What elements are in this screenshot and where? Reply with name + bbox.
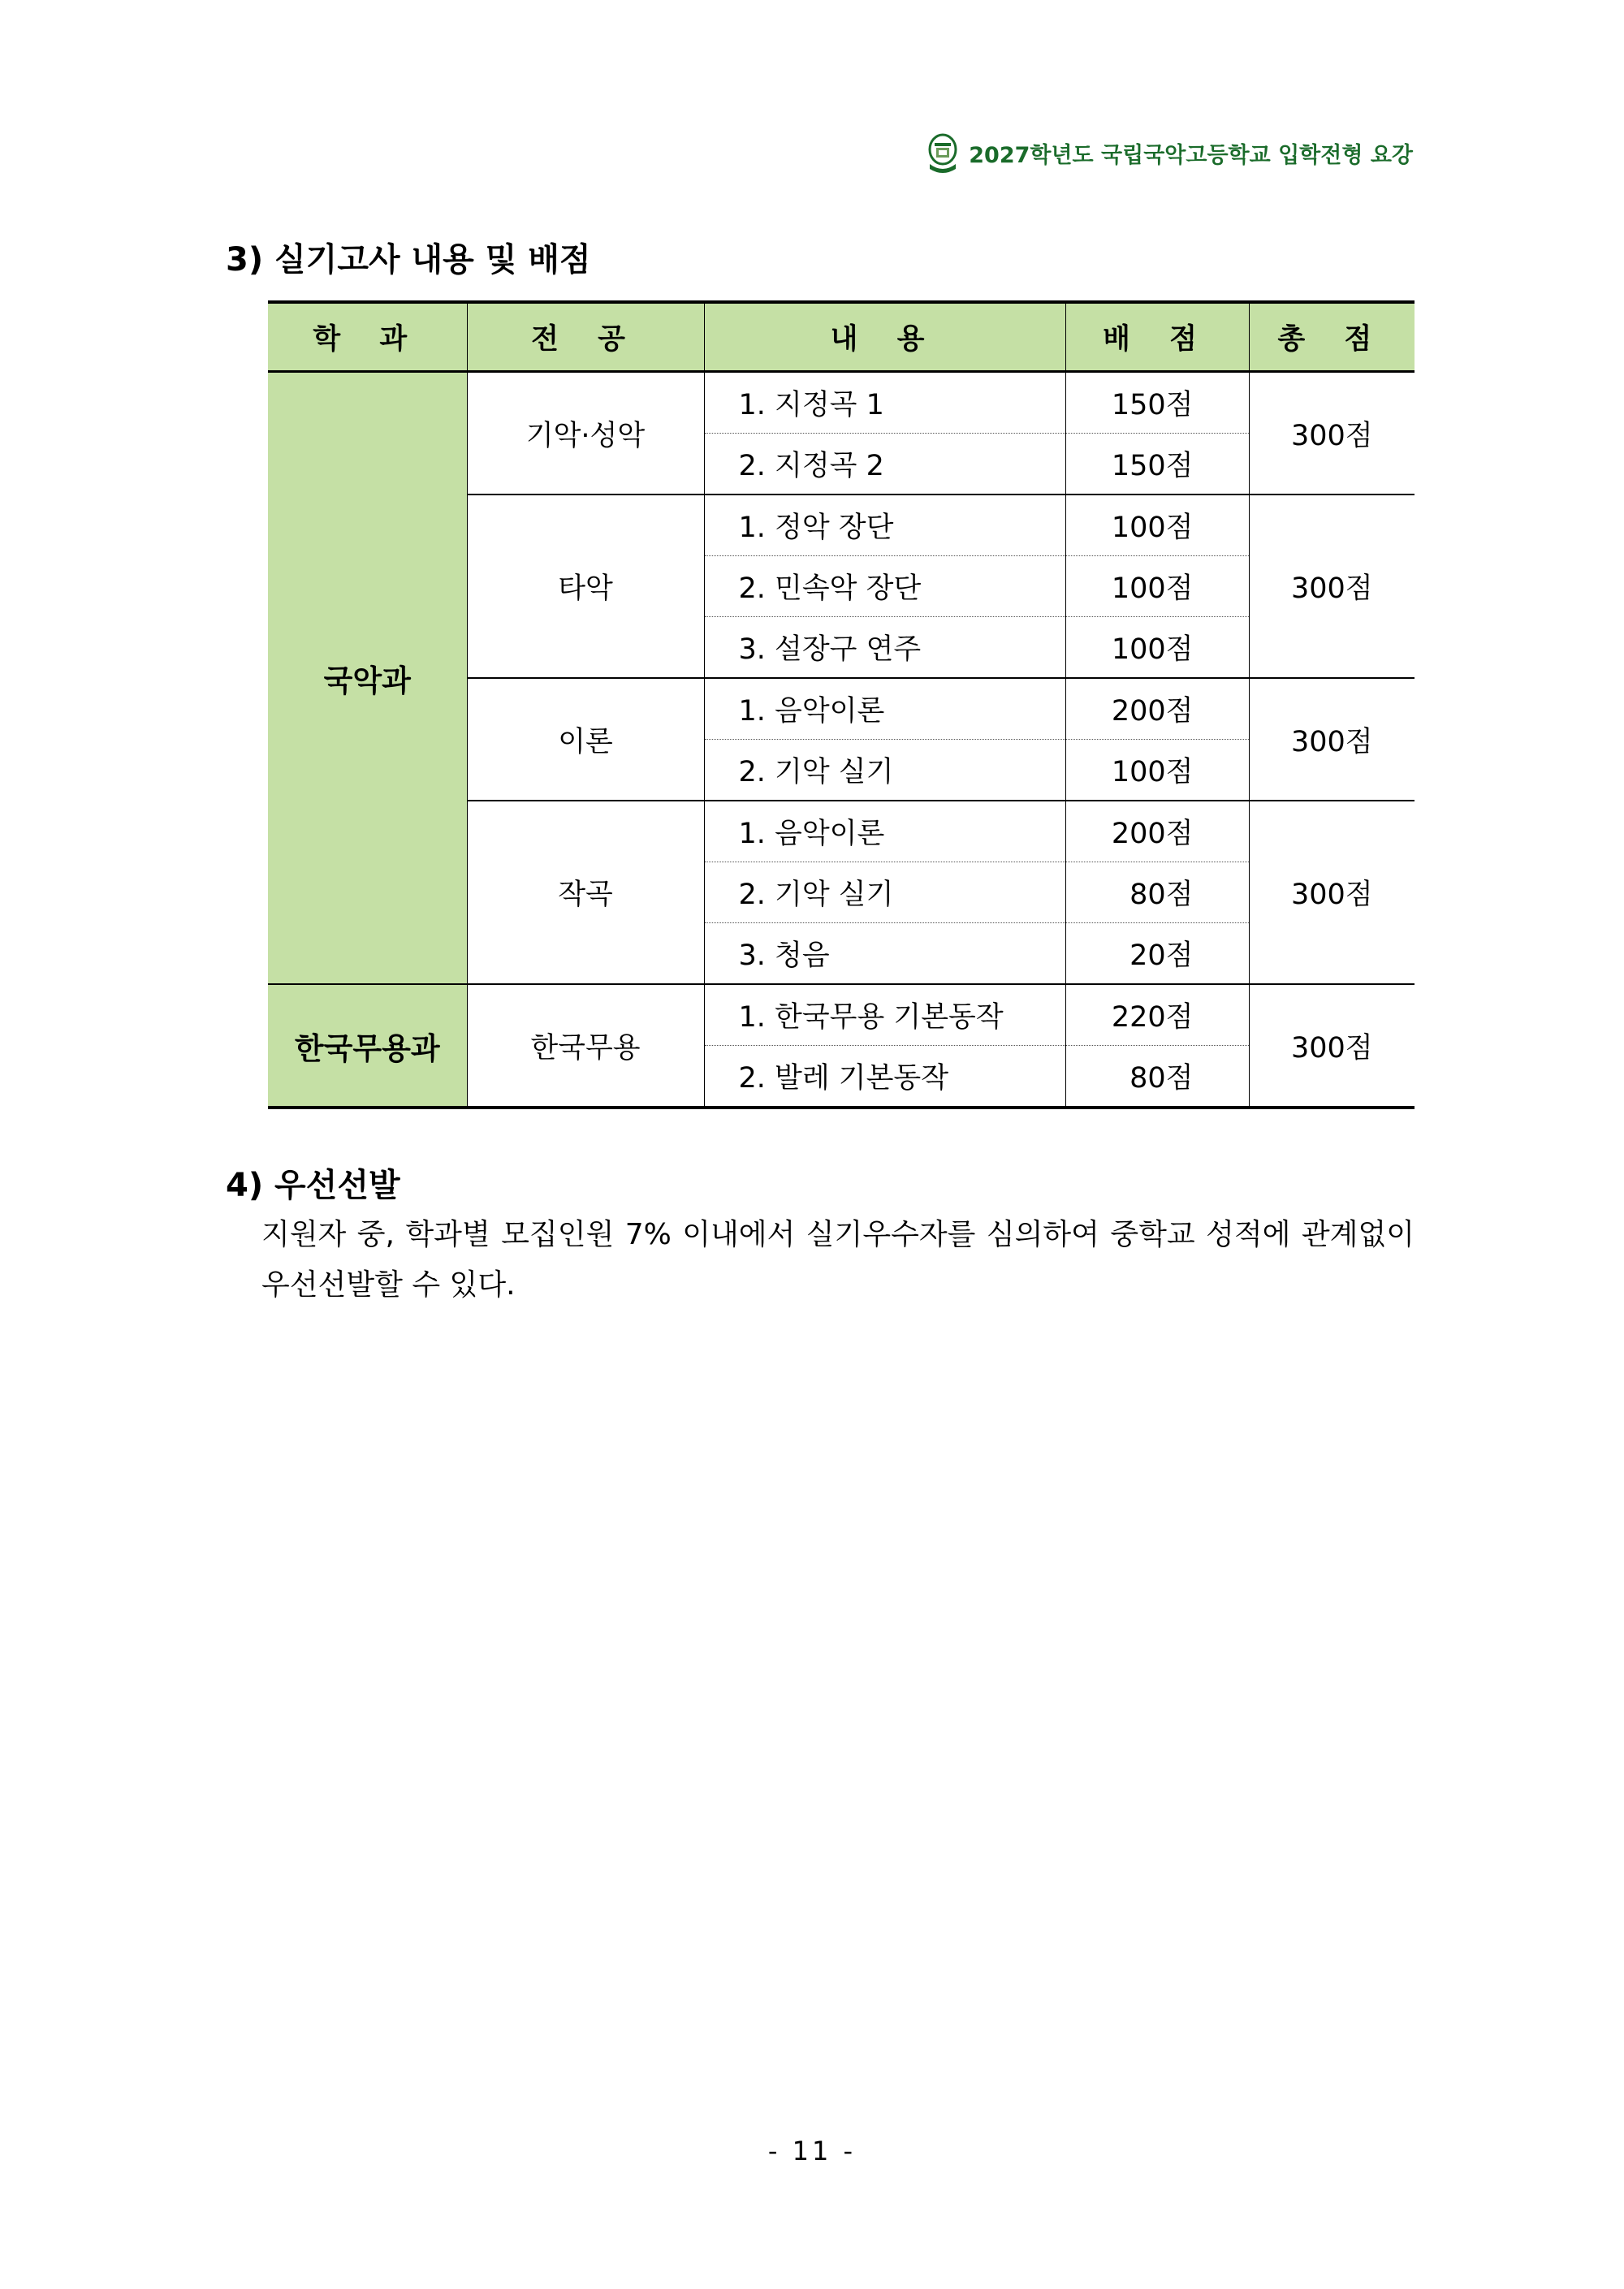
points-cell: 100점 [1065,495,1249,556]
column-header-total: 총 점 [1249,302,1415,372]
total-cell: 300점 [1249,678,1415,801]
content-cell: 1. 한국무용 기본동작 [704,984,1065,1046]
column-header-points: 배 점 [1065,302,1249,372]
department-cell-gugak: 국악과 [268,372,467,985]
content-cell: 2. 발레 기본동작 [704,1046,1065,1108]
points-cell: 150점 [1065,372,1249,434]
section-4-title: 4) 우선선발 [226,1167,400,1204]
document-header-title: 2027학년도 국립국악고등학교 입학전형 요강 [969,142,1413,168]
section-4-body: 지원자 중, 학과별 모집인원 7% 이내에서 실기우수자를 심의하여 중학교 성적에 관계없이 우선선발할 수 있다. [261,1218,1415,1302]
content-cell: 1. 음악이론 [704,678,1065,740]
table-row [268,984,1415,1046]
points-cell: 80점 [1065,1046,1249,1108]
content-cell: 2. 민속악 장단 [704,556,1065,617]
content-cell: 3. 청음 [704,923,1065,985]
table-row [268,372,1415,434]
points-cell: 220점 [1065,984,1249,1046]
total-cell: 300점 [1249,801,1415,984]
points-cell: 150점 [1065,434,1249,495]
major-cell: 타악 [467,495,704,678]
content-cell: 3. 설장구 연주 [704,617,1065,679]
points-cell: 200점 [1065,801,1249,862]
content-cell: 1. 지정곡 1 [704,372,1065,434]
content-cell: 2. 지정곡 2 [704,434,1065,495]
points-cell: 200점 [1065,678,1249,740]
content-cell: 2. 기악 실기 [704,740,1065,801]
content-cell: 1. 음악이론 [704,801,1065,862]
points-cell: 100점 [1065,617,1249,679]
total-cell: 300점 [1249,495,1415,678]
school-emblem-icon [925,132,961,174]
page-number: - 11 - [767,2136,857,2166]
major-cell: 기악·성악 [467,372,704,495]
points-cell: 100점 [1065,740,1249,801]
points-cell: 20점 [1065,923,1249,985]
table-header-row [268,302,1415,372]
points-cell: 100점 [1065,556,1249,617]
major-cell: 이론 [467,678,704,801]
column-header-major: 전 공 [467,302,704,372]
content-cell: 1. 정악 장단 [704,495,1065,556]
document-header [909,130,1413,175]
points-cell: 80점 [1065,862,1249,923]
total-cell: 300점 [1249,984,1415,1108]
major-cell: 작곡 [467,801,704,984]
practical-exam-score-table [268,300,1415,1109]
section-3-title: 3) 실기고사 내용 및 배점 [226,241,591,279]
department-cell-korean-dance: 한국무용과 [268,984,467,1108]
content-cell: 2. 기악 실기 [704,862,1065,923]
column-header-department: 학 과 [268,302,467,372]
major-cell: 한국무용 [467,984,704,1108]
total-cell: 300점 [1249,372,1415,495]
column-header-content: 내 용 [704,302,1065,372]
